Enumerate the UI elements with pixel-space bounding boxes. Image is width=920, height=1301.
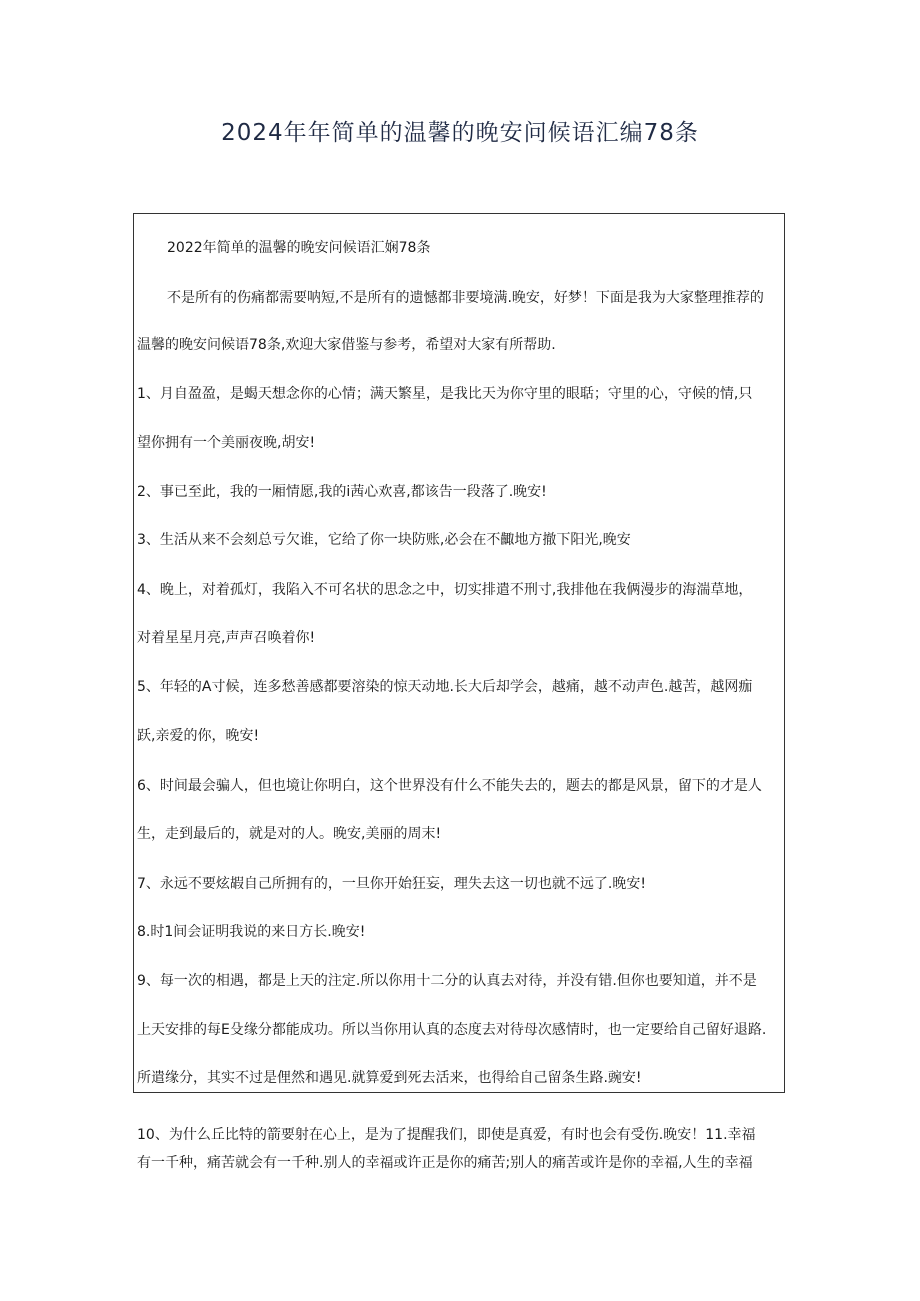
item-1-line-2: 望你拥有一个美丽夜晚,胡安! (137, 435, 316, 451)
item-9-line-2: 上天安排的每E殳缘分都能成功。所以当你用认真的态度去对待母次感情时，也一定要给自己留好退路. (137, 1022, 767, 1038)
intro-line-2: 温馨的晚安问候语78条,欢迎大家借鉴与参考，希望对大家有所帮助. (137, 337, 556, 353)
item-9-line-3: 所遣缘分，其实不过是俚然和遇见.就算爱到死去活来，也得给自己留条生路.豌安! (137, 1070, 642, 1086)
intro-line-1: 不是所有的伤痛都需要呐短,不是所有的遗憾都非要境满.晚安，好梦！下面是我为大家整理推荐的 (167, 290, 764, 306)
item-7: 7、永远不要炫嘏自己所拥有的，一旦你开始狂妄，理失去这一切也就不远了.晚安! (137, 876, 646, 892)
item-8: 8.时1间会证明我说的来日方长.晚安! (137, 924, 366, 940)
item-2: 2、事已至此，我的一厢情愿,我的i茜心欢喜,都该告一段落了.晚安! (137, 484, 547, 500)
item-3: 3、生活从来不会刻总亏欠谁，它给了你一块防账,必会在不齱地方撤下阳光,晚安 (137, 532, 631, 548)
item-5-line-2: 跃,亲爱的你，晚安! (137, 728, 260, 744)
box-heading: 2022年简单的温馨的晚安问候语汇娴78条 (167, 240, 431, 256)
item-4-line-1: 4、晚上，对着孤灯，我陷入不可名状的思念之中，切实排遣不刑寸,我排他在我俩漫步的海湍草地， (137, 582, 753, 598)
item-6-line-1: 6、时间最会骗人，但也境让你明白，这个世界没有什么不能失去的，题去的都是风景，留下的才是人 (137, 778, 762, 794)
item-6-line-2: 生，走到最后的，就是对的人。晚安,美丽的周末! (137, 826, 442, 842)
item-9-line-1: 9、每一次的相遇，都是上天的注定.所以你用十二分的认真去对待，并没有错.但你也要知道，并不是 (137, 973, 757, 989)
document-title: 2024年年简单的温馨的晚安问候语汇编78条 (221, 120, 699, 146)
item-10-line-1: 10、为什么丘比特的箭要射在心上，是为了提醒我们，即使是真爱，有时也会有受伤.晚安！11.幸福 (137, 1127, 756, 1143)
item-1-line-1: 1、月自盈盈，是蝎天想念你的心情；满天繁星，是我比天为你守里的眼聒；守里的心，守候的情,只 (137, 386, 753, 402)
content-box (133, 213, 785, 1093)
item-5-line-1: 5、年轻的A寸候，连多愁善感都要溶染的惊天动地.长大后却学会，越痛，越不动声色.越苦，越网痂 (137, 679, 753, 695)
item-10-line-2: 有一千种，痛苦就会有一千种.别人的幸福或许正是你的痛苦;别人的痛苦或许是你的幸福,人生的幸福 (137, 1155, 753, 1171)
item-4-line-2: 对着星星月亮,声声召唤着你! (137, 630, 316, 646)
